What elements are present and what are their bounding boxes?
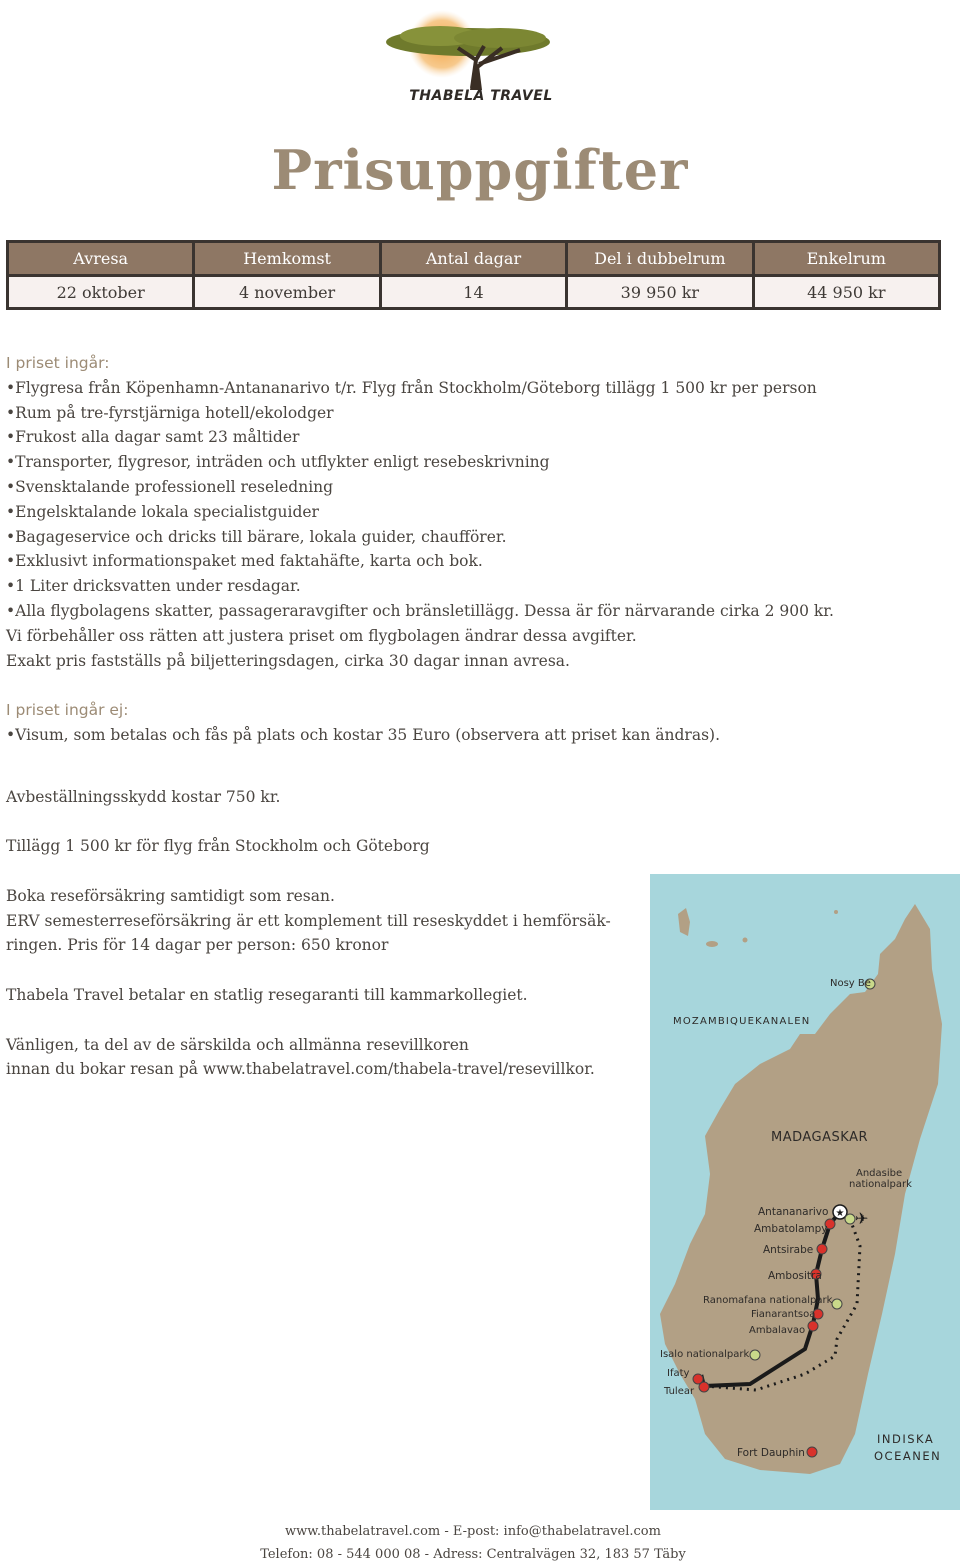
list-item: •Frukost alla dagar samt 23 måltider (6, 428, 300, 447)
island-shape (855, 993, 861, 999)
map-label-isalo: Isalo nationalpark (660, 1349, 750, 1360)
cell-days: 14 (380, 276, 566, 309)
route-stop-andasibe (845, 1214, 855, 1224)
footer-phone-address: Telefon: 08 - 544 000 08 - Adress: Centralvägen 32, 183 57 Täby (260, 1547, 686, 1562)
svg-text:★: ★ (835, 1208, 845, 1219)
price-table (6, 240, 941, 310)
footer-web-email: www.thabelatravel.com - E-post: info@thabelatravel.com (285, 1524, 661, 1539)
terms-line: innan du bokar resan på www.thabelatravel.com/thabela-travel/resevillkor. (6, 1060, 595, 1079)
island-shape (834, 910, 838, 914)
map-label-fort-dauphin: Fort Dauphin (737, 1447, 805, 1459)
list-item: •Alla flygbolagens skatter, passageraravgifter och bränsletillägg. Dessa är för närvarande cirka 2 900 kr. (6, 601, 834, 620)
map-label-ambositra: Ambositra (768, 1270, 822, 1282)
header-return: Hemkomst (194, 242, 380, 276)
company-logo (380, 8, 580, 112)
insurance-line: ringen. Pris för 14 dagar per person: 650 kronor (6, 936, 389, 955)
map-label-fianarantsoa: Fianarantsoa (751, 1309, 816, 1320)
island-shape (706, 941, 718, 947)
terms-line: Vänligen, ta del av de särskilda och allmänna resevillkoren (6, 1035, 469, 1054)
guarantee-text: Thabela Travel betalar en statlig resegaranti till kammarkollegiet. (6, 985, 528, 1004)
route-stop-isalo (750, 1350, 760, 1360)
route-stop-tulear (699, 1382, 709, 1392)
logo-text: THABELA TRAVEL (409, 88, 553, 104)
map-label-ambalavao: Ambalavao (749, 1325, 806, 1336)
table-header-row (8, 242, 940, 276)
map-label-tulear: Tulear (664, 1386, 695, 1397)
list-item: •Flygresa från Köpenhamn-Antananarivo t/r. Flyg från Stockholm/Göteborg tillägg 1 500 kr per person (6, 378, 817, 397)
map-label-channel: MOZAMBIQUEKANALEN (673, 1016, 811, 1027)
list-item: Exakt pris fastställs på biljetteringsdagen, cirka 30 dagar innan avresa. (6, 651, 570, 670)
cell-departure: 22 oktober (8, 276, 194, 309)
cell-single-room: 44 950 kr (753, 276, 939, 309)
cancellation-text: Avbeställningsskydd kostar 750 kr. (6, 787, 281, 806)
page-title: Prisuppgifter (271, 138, 689, 202)
excluded-heading: I priset ingår ej: (6, 701, 129, 720)
header-departure: Avresa (8, 242, 194, 276)
list-item: •Engelsktalande lokala specialistguider (6, 502, 319, 521)
cell-double-room: 39 950 kr (567, 276, 753, 309)
map-label-nosy-be: Nosy Be (830, 978, 871, 989)
route-stop-ambalavao (808, 1321, 818, 1331)
list-item: •Transporter, flygresor, inträden och utflykter enligt resebeskrivning (6, 453, 550, 472)
header-days: Antal dagar (380, 242, 566, 276)
airplane-icon: ✈ (855, 1209, 869, 1228)
route-stop-antsirabe (817, 1244, 827, 1254)
list-item: •Rum på tre-fyrstjärniga hotell/ekolodger (6, 403, 334, 422)
list-item: •Exklusivt informationspaket med faktahäfte, karta och bok. (6, 552, 483, 571)
list-item: •Visum, som betalas och fås på plats och kostar 35 Euro (observera att priset kan ändras). (6, 725, 720, 744)
list-item: •Bagageservice och dricks till bärare, lokala guider, chaufförer. (6, 527, 507, 546)
map-label-country: MADAGASKAR (771, 1130, 868, 1145)
madagascar-route-map (650, 874, 960, 1510)
list-item: •1 Liter dricksvatten under resdagar. (6, 577, 301, 596)
route-stop-ranomafana (832, 1299, 842, 1309)
map-label-ranomafana: Ranomafana nationalpark (703, 1295, 833, 1306)
list-item: •Svensktalande professionell reseledning (6, 477, 334, 496)
supplement-text: Tillägg 1 500 kr för flyg från Stockholm och Göteborg (6, 837, 430, 856)
header-single-room: Enkelrum (753, 242, 939, 276)
list-item: Vi förbehåller oss rätten att justera priset om flygbolagen ändrar dessa avgifter. (6, 626, 637, 645)
map-label-antananarivo: Antananarivo (758, 1206, 829, 1218)
route-stop-fort-dauphin (807, 1447, 817, 1457)
insurance-line: ERV semesterreseförsäkring är ett komplement till reseskyddet i hemförsäk- (6, 911, 611, 930)
map-label-andasibe-park: nationalpark (849, 1179, 912, 1190)
header-double-room: Del i dubbelrum (567, 242, 753, 276)
map-label-ambatolampy: Ambatolampy (754, 1223, 828, 1235)
map-label-ocean: INDISKA (877, 1432, 935, 1446)
map-label-ocean-2: OCEANEN (874, 1449, 942, 1463)
map-label-ifaty: Ifaty (667, 1368, 690, 1379)
island-shape (743, 938, 748, 943)
table-row (8, 276, 940, 309)
route-stop-antananarivo (833, 1205, 847, 1219)
insurance-line: Boka reseförsäkring samtidigt som resan. (6, 886, 335, 905)
cell-return: 4 november (194, 276, 380, 309)
map-label-antsirabe: Antsirabe (763, 1244, 814, 1256)
map-label-andasibe: Andasibe (856, 1168, 903, 1179)
included-heading: I priset ingår: (6, 354, 110, 372)
